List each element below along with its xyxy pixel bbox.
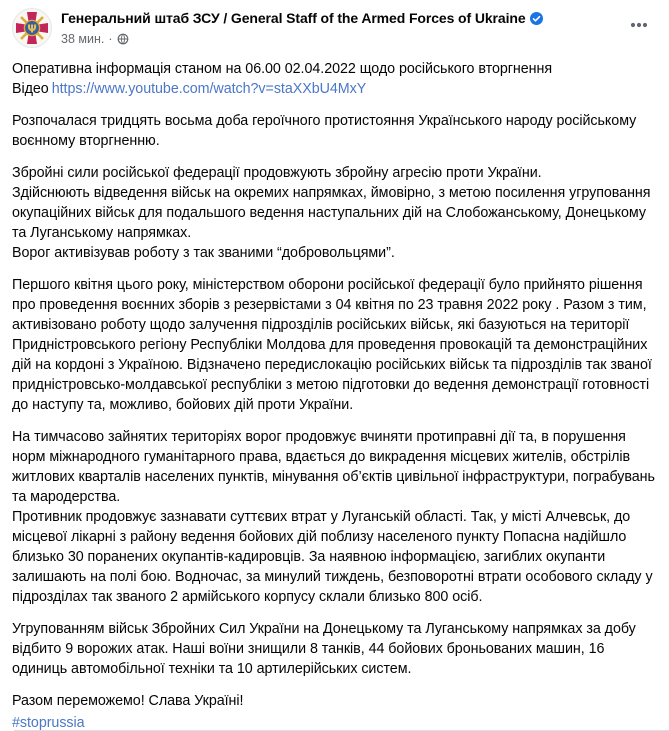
- hashtag-link[interactable]: #stoprussia: [12, 715, 85, 731]
- globe-public-icon: [117, 33, 129, 45]
- post-content: [0, 48, 669, 731]
- ellipsis-menu-icon: [630, 22, 648, 28]
- post-paragraph: Угрупованням військ Збройних Сил України на Донецькому та Луганському напрямках за добу відбито 9 ворожих атак. Наші воїни знищили 8 танків, 44 бойових броньованих машин, 16 одиниць автомобільної техніки та 10 артилерійських систем.: [12, 621, 636, 677]
- verified-badge-icon: [530, 12, 543, 25]
- page-name-link[interactable]: Генеральний штаб ЗСУ / General Staff of the Armed Forces of Ukraine: [61, 10, 526, 26]
- paragraph-line: Збройні сили російської федерації продовжують збройну агресію проти України.: [12, 165, 542, 181]
- post-paragraph: [12, 427, 657, 607]
- video-link[interactable]: https://www.youtube.com/watch?v=staXXbU4MxY: [51, 81, 367, 97]
- paragraph-line: Противник продовжує зазнавати суттєвих втрат у Луганській області. Так, у місті Алчевськ, до місцевої лікарні з району ведення бойових дій поблизу населеного пункту Попасна надійшло близько 30 поранених окупантів-кадировців. За наявною інформацією, загиблих окупанти залишають на полі бою. Водночас, за минулий тиждень, безповоротні втрати особового складу у підрозділах так званого 2 армійського корпусу склали близько 800 осіб.: [12, 509, 653, 605]
- avatar[interactable]: [12, 8, 52, 48]
- meta-separator: ·: [108, 32, 113, 46]
- paragraph-line: На тимчасово зайнятих територіях ворог продовжує вчиняти протиправні дії та, в порушення норм міжнародного гуманітарного права, вдається до викрадення місцевих жителів, обстрілів житлових кварталів населених пунктів, мінування об’єктів цивільної інфраструктури, пограбувань та мародерства.: [12, 429, 655, 505]
- svg-text:Ψ: Ψ: [27, 22, 37, 36]
- timestamp-link[interactable]: 38 мин.: [61, 32, 105, 46]
- post-paragraph-intro: [12, 59, 657, 99]
- paragraph-line: Здійснюють відведення військ на окремих напрямках, ймовірно, з метою посилення угруповання окупаційних військ для подальшого ведення наступальних дій на Слобожанському, Донецькому та Луганському напрямках.: [12, 185, 651, 241]
- post-paragraph: Розпочалася тридцять восьма доба героїчного протистояння Українського народу російському воєнному вторгненню.: [12, 113, 637, 149]
- paragraph-line: Ворог активізував роботу з так званими “добровольцями”.: [12, 245, 395, 261]
- video-label: Відео: [12, 81, 49, 97]
- post-header-info: [61, 8, 543, 47]
- post-hashtag-row: [12, 713, 657, 731]
- post-paragraph: Першого квітня цього року, міністерством оборони російської федерації було прийнято рішення про проведення воєнних зборів з резервістами з 04 квітня по 23 травня 2022 року . Разом з тим, активізовано роботу щодо залучення підрозділів російських військ, які базуються на території Придністровського регіону Республіки Молдова для проведення провокацій та демонстраційних дій на кордоні з Україною. Відзначено передислокацію російських військ та підрозділів так званої придністровсько-молдавської республіки з метою підготовки до ведення демонстрації готовності до наступу та, можливо, бойових дій проти України.: [12, 277, 652, 413]
- intro-line: Оперативна інформація станом на 06.00 02.04.2022 щодо російського вторгнення: [12, 61, 553, 77]
- post-menu-button[interactable]: [625, 17, 653, 33]
- post-paragraph: [12, 163, 657, 263]
- post-closing-line: Разом переможемо! Слава Україні!: [12, 693, 244, 709]
- post-meta: [61, 31, 543, 47]
- general-staff-emblem-icon: [12, 8, 52, 48]
- page-name-row: [61, 9, 543, 28]
- post-header: [0, 0, 669, 48]
